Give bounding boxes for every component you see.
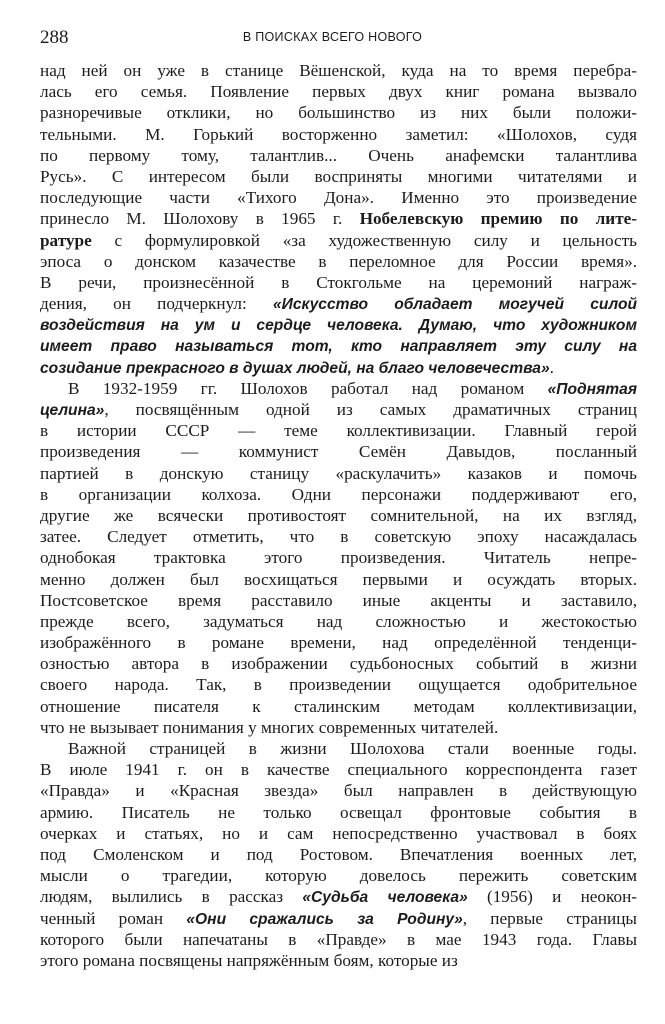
text-run: Русь». С интересом были восприняты многими читателями и [40, 166, 637, 186]
text-run: тельными. М. Горький восторженно заметил: «Шолохов, судя [40, 124, 637, 144]
text-line [40, 632, 637, 653]
text-line [40, 166, 637, 187]
text-run: озностью автора в изображении судьбоносных событий в жизни [40, 654, 637, 674]
emphasis-text: «Поднятая [547, 380, 637, 398]
text-line [40, 60, 637, 81]
text-run: ченный роман [40, 908, 187, 928]
text-line [40, 717, 637, 738]
text-line [40, 230, 637, 251]
text-line [40, 653, 637, 674]
text-line [40, 102, 637, 123]
text-line [40, 780, 637, 801]
text-line [40, 145, 637, 166]
text-line [40, 738, 637, 759]
text-run: под Смоленском и под Ростовом. Впечатления военных лет, [40, 844, 637, 864]
text-run: этого романа посвящены напряжённым боям, которые из [40, 950, 458, 970]
text-line [40, 759, 637, 780]
text-line [40, 611, 637, 632]
text-run: другие же всячески противостоят сомнительной, на их взгляд, [40, 505, 637, 525]
text-line [40, 547, 637, 568]
text-run: Постсоветское время расставило иные акценты и заставило, [40, 590, 637, 610]
text-run: , первые страницы [462, 908, 637, 928]
text-line [40, 696, 637, 717]
text-run: В июле 1941 г. он в качестве специального корреспондента газет [40, 760, 637, 780]
text-line [40, 208, 637, 229]
text-run: мысли о трагедии, которую довелось пережить советским [40, 866, 637, 886]
text-run: дения, он подчеркнул: [40, 294, 273, 314]
text-line [40, 399, 637, 420]
text-line [40, 590, 637, 611]
text-run: своего народа. Так, в произведении ощущается одобрительное [40, 675, 637, 695]
text-run: менно должен был восхищаться первыми и осуждать вторых. [40, 569, 637, 589]
text-run: . [549, 357, 554, 377]
text-run: лась его семья. Появление первых двух книг романа вызвало [40, 82, 637, 102]
text-line [40, 335, 637, 356]
emphasis-text: воздействия на ум и сердце человека. Думаю, что художником [40, 317, 637, 335]
text-run: принесло М. Шолохову в 1965 г. [40, 209, 360, 229]
body-text [40, 60, 637, 971]
text-run: людям, вылились в рассказ [40, 887, 303, 907]
running-title: В ПОИСКАХ ВСЕГО НОВОГО [242, 30, 423, 44]
emphasis-text: имеет право называться тот, кто направляет эту силу на [40, 338, 637, 356]
running-header [40, 27, 625, 51]
text-line [40, 569, 637, 590]
text-run: прежде всего, задуматься над сложностью и жестокостью [40, 611, 637, 631]
text-line [40, 929, 637, 950]
text-line [40, 950, 637, 971]
text-run: над ней он уже в станице Вёшенской, куда на то время перебра- [40, 61, 637, 80]
text-run: произведения — коммунист Семён Давыдов, посланный [40, 442, 637, 462]
text-run: партией в донскую станицу «раскулачить» казаков и помочь [40, 463, 637, 483]
page-number: 288 [40, 27, 69, 48]
emphasis-text: целина» [40, 402, 105, 419]
text-run: которого были напечатаны в «Правде» в мае 1943 года. Главы [40, 929, 637, 949]
text-line [40, 526, 637, 547]
text-line [40, 81, 637, 102]
text-run: в организации колхоза. Одни персонажи поддерживают его, [40, 484, 637, 504]
text-line [40, 505, 637, 526]
emphasis-text: «Судьба человека» [302, 889, 468, 907]
text-line [40, 187, 637, 208]
text-run: однобокая трактовка этого произведения. Читатель непре- [40, 548, 637, 568]
text-line [40, 420, 637, 441]
text-line [40, 865, 637, 886]
text-run: в истории СССР — теме коллективизации. Главный герой [40, 421, 637, 441]
text-run: «Правда» и «Красная звезда» был направлен в действующую [40, 781, 637, 801]
text-run: затее. Следует отметить, что в советскую эпоху насаждалась [40, 527, 637, 547]
text-line [40, 844, 637, 865]
text-run: эпоса о донском казачестве в переломное для России время». [40, 251, 637, 271]
text-run: изображённого в романе времени, над определённой тенденци- [40, 633, 637, 653]
text-line [40, 886, 637, 907]
emphasis-text: «Они сражались за Родину» [186, 910, 463, 928]
text-line [40, 357, 637, 378]
text-run: В речи, произнесённой в Стокгольме на церемоний награж- [40, 272, 637, 292]
text-line [40, 314, 637, 335]
text-line [40, 251, 637, 272]
text-run: очерках и статьях, но и сам непосредственно участвовал в боях [40, 823, 637, 843]
text-run: , посвящённым одной из самых драматичных страниц [104, 400, 637, 419]
text-line [40, 823, 637, 844]
text-run: разноречивые отклики, но большинство из них были положи- [40, 103, 637, 123]
text-run: что не вызывает понимания у многих современных читателей. [40, 717, 499, 737]
text-line [40, 441, 637, 462]
text-run: с формулировкой «за художественную силу и цельность [91, 230, 637, 250]
text-line [40, 272, 637, 293]
text-line [40, 124, 637, 145]
text-run: Важной страницей в жизни Шолохова стали военные годы. [68, 739, 637, 758]
text-line [40, 802, 637, 823]
text-line [40, 293, 637, 314]
text-run: В 1932-1959 гг. Шолохов работал над романом [68, 378, 548, 398]
text-line [40, 463, 637, 484]
text-run: армию. Писатель не только освещал фронтовые события в [40, 802, 637, 822]
bold-text: Нобелевскую премию по лите- [359, 209, 637, 229]
text-line [40, 484, 637, 505]
text-run: по первому тому, талантлив... Очень анафемски талантлива [40, 145, 637, 165]
text-run: (1956) и неокон- [467, 887, 637, 907]
text-line [40, 378, 637, 399]
text-line [40, 908, 637, 929]
bold-text: ратуре [40, 230, 92, 250]
emphasis-text: созидание прекрасного в душах людей, на благо человечества» [40, 359, 550, 377]
text-run: отношение писателя к сталинским методам коллективизации, [40, 696, 637, 716]
text-line [40, 674, 637, 695]
emphasis-text: «Искусство обладает могучей силой [272, 296, 637, 314]
text-run: последующие части «Тихого Дона». Именно это произведение [40, 188, 637, 208]
